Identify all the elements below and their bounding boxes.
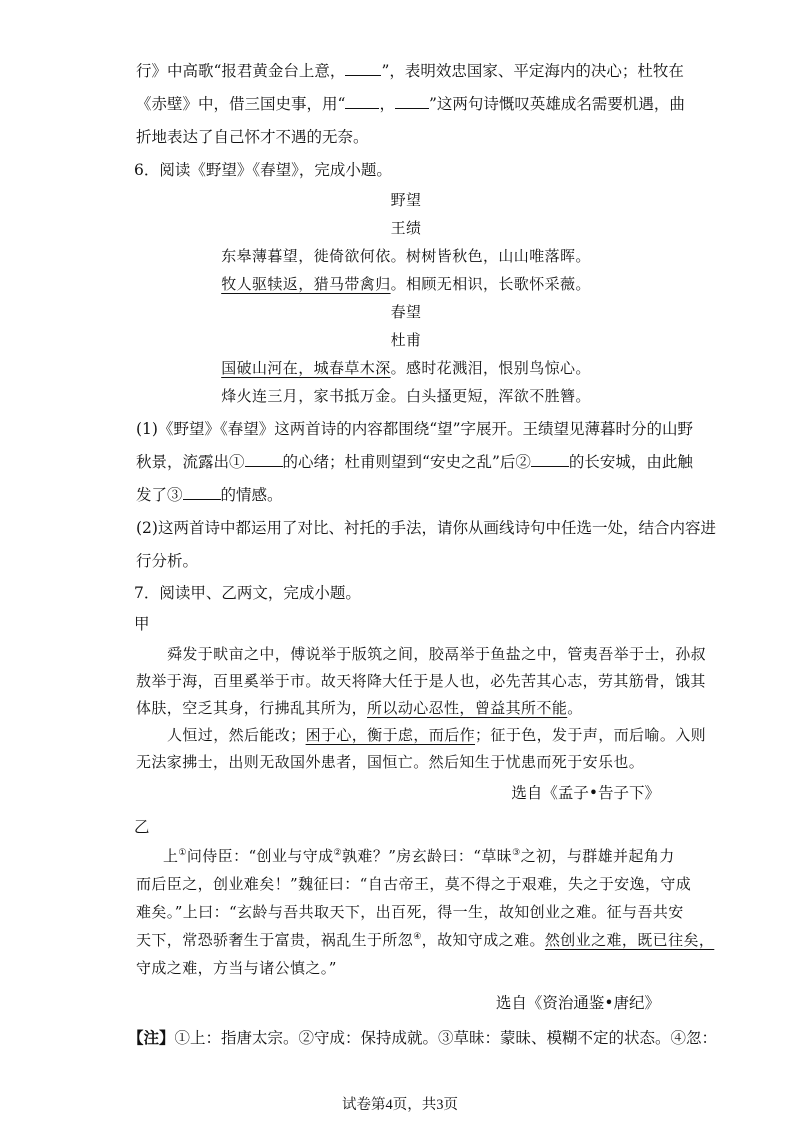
jia-label: 甲 (134, 615, 150, 633)
underlined-verse: 牧人驱犊返，猎马带禽归 (221, 275, 391, 293)
q5-line1 (136, 60, 684, 82)
footnote-marker: ③ (512, 848, 521, 858)
poem1-author: 王绩 (390, 219, 422, 237)
answer-blank[interactable] (245, 452, 283, 467)
jia-p1-line3 (136, 697, 676, 719)
poem2-line1 (136, 357, 676, 379)
q6-header: 6．阅读《野望》《春望》，完成小题。 (134, 161, 392, 179)
page-footer: 试卷第4页，共3页 (342, 1097, 458, 1113)
jia-p2-line1 (167, 724, 707, 746)
poem2-author: 杜甫 (390, 331, 422, 349)
poem2-line2: 烽火连三月，家书抵万金。白头搔更短，浑欲不胜簪。 (221, 387, 591, 405)
q6-text: 的心绪；杜甫则望到“安史之乱”后② (282, 453, 531, 471)
footnote-marker: ② (333, 848, 343, 858)
q5-text: 行》中高歌“报君黄金台上意， (136, 62, 346, 80)
q6-text: 的长安城，由此触 (568, 453, 693, 471)
q6-text: 的情感。 (220, 486, 283, 504)
q5-text: 《赤壁》中，借三国史事，用“ (136, 95, 346, 113)
jia-p2-line2: 无法家拂士，出则无敌国外患者，国恒亡。然后知生于忧患而死于安乐也。 (136, 753, 645, 771)
passage-text: 孰难？”房玄龄曰：“草昧 (342, 847, 513, 865)
passage-text: 问侍臣：“创业与守成 (186, 847, 334, 865)
yi-line3: 难矣。”上曰：“玄龄与吾共取天下，出百死，得一生，故知创业之难。征与吾共安 (136, 903, 684, 921)
q6-sub2-line2: 行分析。 (136, 552, 199, 570)
passage-text: 上 (163, 847, 179, 865)
poem1-title: 野望 (390, 191, 422, 209)
note-text: ①上：指唐太宗。②守成：保持成就。③草昧：蒙昧、模糊不定的状态。④忽： (174, 1029, 718, 1047)
jia-p1-line2: 敖举于海，百里奚举于市。故天将降大任于是人也，必先苦其心志，劳其筋骨，饿其 (136, 672, 706, 690)
q6-sub1-line2 (136, 451, 693, 473)
answer-blank[interactable] (345, 94, 379, 109)
q5-text: ”这两句诗慨叹英雄成名需要机遇，曲 (428, 95, 685, 113)
yi-line1 (163, 845, 703, 867)
footnote (128, 1027, 718, 1049)
passage-text: 之初，与群雄并起角力 (520, 847, 675, 865)
q5-text: ， (379, 95, 395, 113)
answer-blank[interactable] (345, 61, 381, 76)
passage-text: 天下，常恐骄奢生于富贵，祸乱生于所忽 (136, 931, 414, 949)
note-label: 【注】 (128, 1028, 175, 1047)
yi-label: 乙 (134, 818, 150, 836)
underlined-sentence: 困于心，衡于虑，而后作 (305, 726, 476, 744)
poem2-title: 春望 (390, 303, 422, 321)
q6-sub2-line1: (2)这两首诗中都运用了对比、衬托的手法，请你从画线诗句中任选一处，结合内容进 (136, 519, 716, 537)
poem1-line2 (136, 273, 676, 295)
underlined-sentence: 然创业之难，既已往矣， (544, 931, 715, 949)
underlined-verse: 国破山河在，城春草木深 (221, 359, 391, 377)
passage-text: 。 (567, 699, 583, 717)
passage-text: ；征于色，发于声，而后喻。入则 (475, 726, 707, 744)
jia-source: 选自《孟子•告子下》 (511, 784, 660, 802)
jia-p1-line1: 舜发于畎亩之中，傅说举于版筑之间，胶鬲举于鱼盐之中，管夷吾举于士，孙叔 (167, 645, 707, 663)
footnote-marker: ④ (413, 932, 422, 942)
footnote-marker: ① (178, 848, 187, 858)
passage-text: 人恒过，然后能改； (167, 726, 306, 744)
verse-text: 。感时花溅泪，恨别鸟惊心。 (390, 359, 591, 377)
answer-blank[interactable] (395, 94, 429, 109)
q7-header: 7．阅读甲、乙两文，完成小题。 (134, 584, 361, 602)
yi-line4 (136, 929, 715, 951)
verse-text: 。相顾无相识，长歌怀采薇。 (390, 275, 591, 293)
q6-text: 发了③ (136, 486, 183, 504)
q6-sub1-line1: (1)《野望》《春望》这两首诗的内容都围绕“望”字展开。王绩望见薄暮时分的山野 (136, 420, 694, 438)
yi-line2: 而后臣之，创业难矣！”魏征曰：“自古帝王，莫不得之于艰难，失之于安逸，守成 (136, 875, 692, 893)
yi-line5: 守成之难，方当与诸公慎之。” (136, 959, 337, 977)
yi-source: 选自《资治通鉴•唐纪》 (495, 994, 660, 1012)
passage-text: 体肤，空乏其身，行拂乱其所为， (136, 699, 368, 717)
poem1-line1: 东皋薄暮望，徙倚欲何依。树树皆秋色，山山唯落晖。 (221, 247, 591, 265)
q5-text: ”，表明效忠国家、平定海内的决心；杜牧在 (381, 62, 684, 80)
q6-sub1-line3 (136, 484, 676, 506)
answer-blank[interactable] (531, 452, 569, 467)
q5-line3: 折地表达了自己怀才不遇的无奈。 (136, 128, 369, 146)
passage-text: ，故知守成之难。 (421, 931, 545, 949)
answer-blank[interactable] (183, 485, 221, 500)
q6-text: 秋景，流露出① (136, 453, 245, 471)
q5-line2 (136, 93, 685, 115)
underlined-sentence: 所以动心忍性，曾益其所不能 (367, 699, 568, 717)
